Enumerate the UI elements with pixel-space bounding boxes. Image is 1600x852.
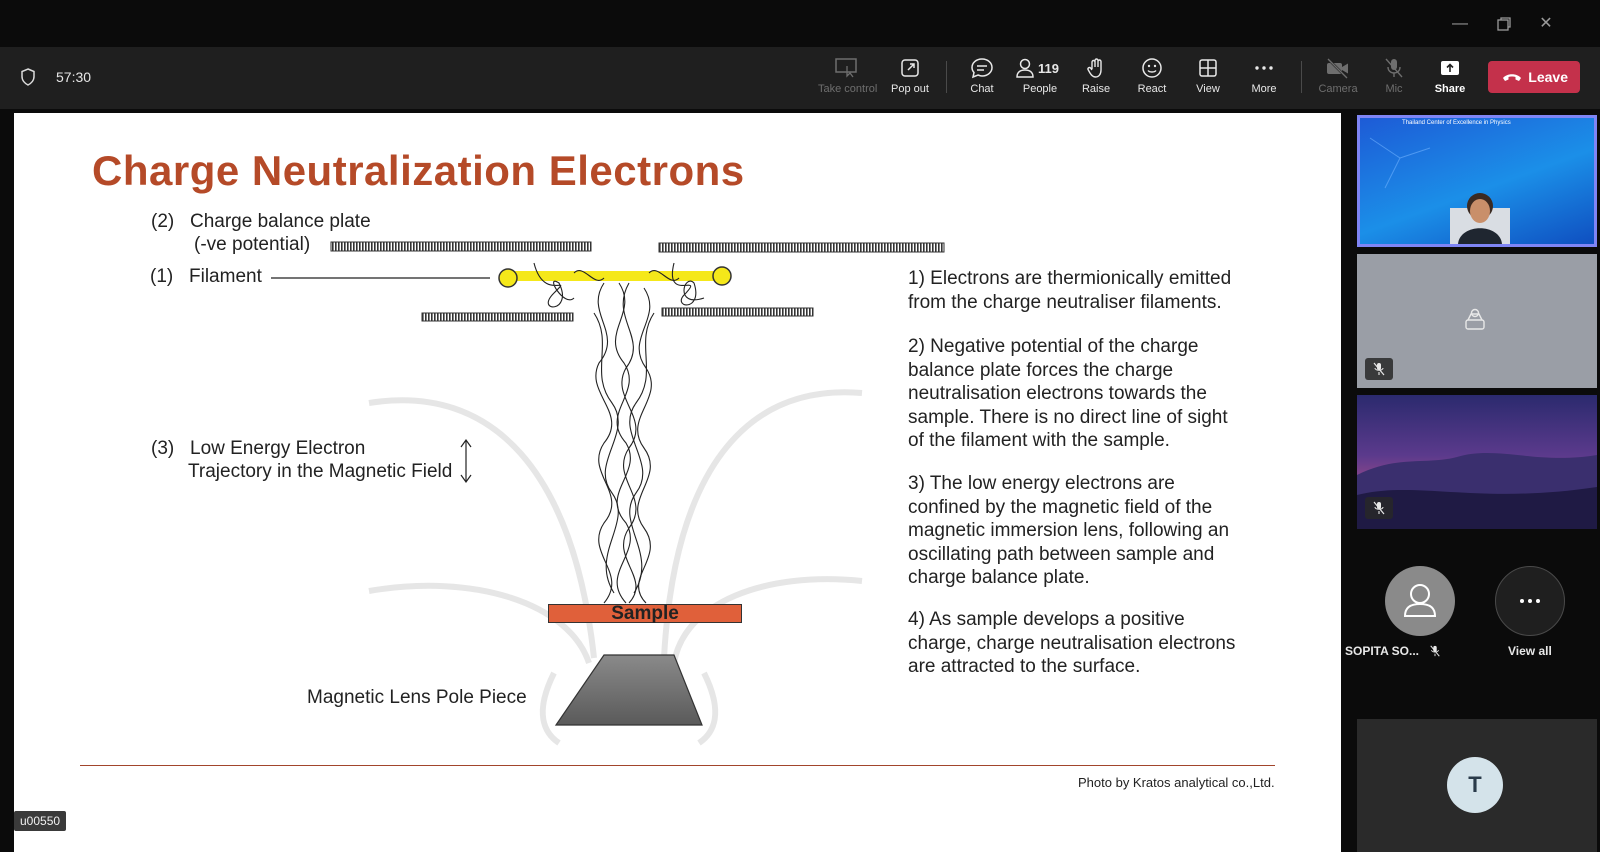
sample-box [548, 604, 742, 623]
grid-view-icon [1197, 57, 1219, 79]
camera-label: Camera [1318, 83, 1358, 95]
sample-label: Sample [611, 603, 679, 624]
point-2-line: neutralisation electrons towards the [908, 383, 1207, 404]
pop-out-button[interactable] [882, 57, 938, 103]
presenter-name-tag: u00550 [14, 811, 66, 831]
more-icon [1496, 567, 1564, 635]
point-2-line: of the filament with the sample. [908, 430, 1170, 451]
point-1-line: from the charge neutraliser filaments. [908, 291, 1222, 313]
share-button[interactable] [1422, 57, 1478, 103]
people-icon [1014, 57, 1036, 79]
participants-panel [1341, 113, 1600, 852]
view-all-label: View all [1508, 644, 1552, 658]
plate-number: (2) [151, 211, 175, 232]
smiley-icon [1141, 57, 1163, 79]
trajectory-label-2: Trajectory in the Magnetic Field [188, 461, 453, 482]
filament-left-end [499, 269, 517, 287]
camera-button[interactable] [1310, 57, 1366, 103]
point-3-line: magnetic immersion lens, following an [908, 520, 1230, 541]
camera-off-person-icon [1462, 306, 1488, 332]
point-1-line: 1) Electrons are thermionically emitted [908, 268, 1232, 289]
pop-out-label: Pop out [891, 83, 929, 95]
leave-button[interactable] [1488, 61, 1580, 93]
raise-hand-button[interactable] [1068, 57, 1124, 103]
mic-muted-icon [1429, 645, 1441, 657]
initial-avatar: T [1447, 757, 1503, 813]
toolbar-divider [1301, 61, 1302, 93]
participant-video-tile[interactable] [1357, 115, 1597, 247]
point-2-line: balance plate forces the charge [908, 359, 1174, 381]
point-4-line: are attracted to the surface. [908, 656, 1141, 677]
double-arrow-icon [461, 440, 471, 482]
shield-icon [20, 68, 36, 86]
explanation-point-1 [908, 267, 1268, 314]
chat-label: Chat [970, 83, 994, 95]
mic-button[interactable] [1366, 57, 1422, 103]
presenter-video [1360, 118, 1594, 244]
chat-button[interactable] [954, 57, 1010, 103]
react-label: React [1137, 83, 1167, 95]
plate-label: Charge balance plate [190, 211, 371, 232]
raise-label: Raise [1081, 83, 1111, 95]
raise-hand-icon [1085, 57, 1107, 79]
meeting-toolbar [0, 47, 1600, 109]
explanation-point-4 [908, 608, 1268, 679]
explanation-point-2 [908, 335, 1268, 453]
explanation-point-3 [908, 472, 1268, 590]
take-control-button[interactable] [818, 57, 878, 103]
pole-piece-shape [556, 655, 702, 725]
point-3-line: charge balance plate. [908, 567, 1090, 588]
close-icon[interactable]: ✕ [1539, 15, 1553, 32]
people-label: People [1022, 83, 1058, 95]
shared-slide [14, 113, 1341, 852]
point-3-line: confined by the magnetic field of the [908, 496, 1213, 518]
pop-out-icon [899, 57, 921, 79]
mic-muted-icon [1372, 501, 1386, 515]
charge-plate-lower-right [662, 308, 813, 316]
view-all-button[interactable] [1495, 566, 1565, 636]
participant-tile-muted[interactable] [1357, 254, 1597, 388]
mic-label: Mic [1385, 83, 1403, 95]
slide-title: Charge Neutralization Electrons [92, 147, 745, 194]
point-3-line: 3) The low energy electrons are [908, 473, 1175, 494]
trajectory-number: (3) [151, 438, 175, 459]
filament-right-end [713, 267, 731, 285]
participant-tile-initial[interactable] [1357, 719, 1597, 852]
take-control-label: Take control [818, 83, 878, 95]
charge-plate-upper-right [659, 243, 944, 252]
filament-number: (1) [150, 266, 174, 287]
person-icon [1385, 566, 1455, 636]
more-label: More [1251, 83, 1277, 95]
participant-tile-background[interactable] [1357, 395, 1597, 529]
slide-divider-line [80, 765, 1275, 766]
phone-hangup-icon [1502, 70, 1522, 84]
trajectory-label: Low Energy Electron [190, 438, 366, 459]
mic-muted-icon [1372, 362, 1386, 376]
more-button[interactable] [1236, 57, 1292, 103]
react-button[interactable] [1124, 57, 1180, 103]
toolbar-divider [946, 61, 947, 93]
photo-credit: Photo by Kratos analytical co.,Ltd. [1078, 775, 1275, 790]
leave-label: Leave [1528, 69, 1568, 85]
share-label: Share [1434, 83, 1466, 95]
participant-avatar[interactable] [1385, 566, 1455, 636]
participant-name: SOPITA SO... [1345, 644, 1420, 658]
virtual-background [1357, 395, 1597, 529]
mic-off-icon [1383, 57, 1405, 79]
people-button[interactable] [1010, 57, 1070, 103]
point-4-line: 4) As sample develops a positive [908, 609, 1185, 630]
filament-bar [514, 271, 724, 281]
meeting-timer: 57:30 [56, 69, 92, 85]
plate-potential-label: (-ve potential) [194, 234, 311, 255]
camera-off-icon [1325, 57, 1351, 79]
minimize-icon[interactable]: — [1452, 15, 1468, 32]
view-button[interactable] [1180, 57, 1236, 103]
muted-badge [1365, 497, 1393, 519]
more-icon [1253, 57, 1275, 79]
point-4-line: charge, charge neutralisation electrons [908, 632, 1236, 654]
point-2-line: 2) Negative potential of the charge [908, 336, 1199, 357]
charge-plate-lower-left [422, 313, 573, 321]
view-label: View [1196, 83, 1220, 95]
take-control-icon [834, 57, 858, 79]
point-3-line: oscillating path between sample and [908, 543, 1215, 565]
pole-piece-label: Magnetic Lens Pole Piece [307, 687, 527, 708]
window-titlebar [0, 0, 1600, 47]
people-count: 119 [1038, 61, 1059, 76]
charge-plate-upper-left [331, 242, 591, 251]
point-2-line: sample. There is no direct line of sight [908, 406, 1228, 428]
tile-banner-text: Thailand Center of Excellence in Physics [1402, 120, 1511, 126]
share-icon [1439, 57, 1461, 79]
filament-label: Filament [189, 266, 262, 287]
muted-badge [1365, 358, 1393, 380]
restore-icon[interactable] [1490, 10, 1518, 38]
chat-icon [970, 57, 994, 79]
